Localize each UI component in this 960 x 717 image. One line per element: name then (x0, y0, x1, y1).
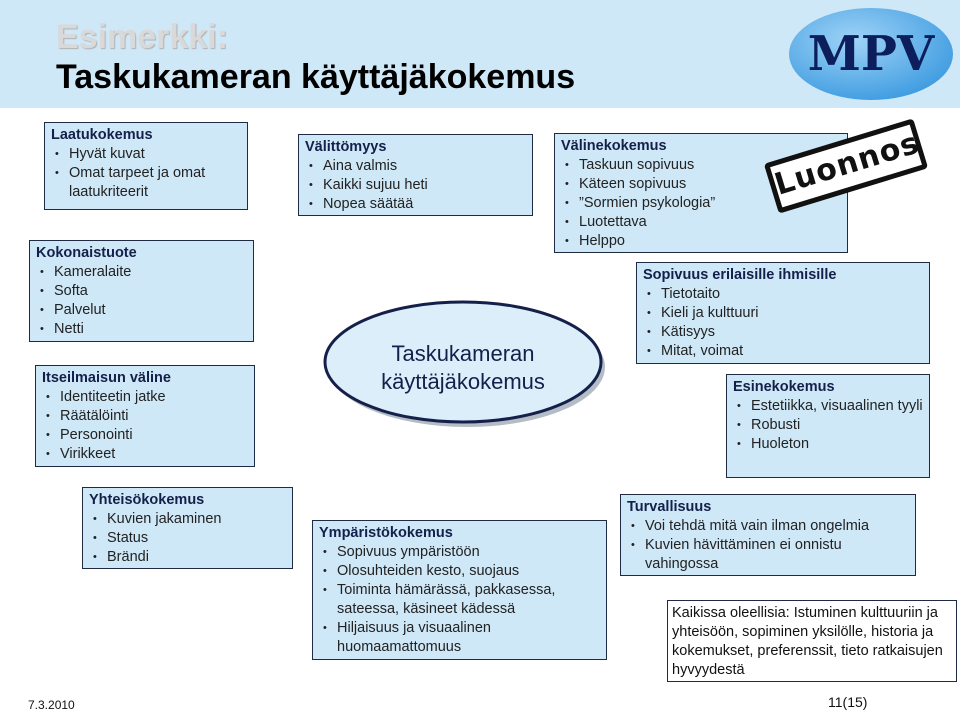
list-item: • Kameralaite (36, 263, 247, 282)
box-title: Yhteisökokemus (89, 492, 205, 508)
box-itseilmaisu (35, 365, 255, 467)
list-item: • Identiteetin jatke (42, 388, 248, 407)
list-item: • Brändi (89, 548, 286, 567)
note-box: Kaikissa oleellisia: Istuminen kulttuuriin ja yhteisöön, sopiminen yksilölle, historia ja kokemukset, preferenssit, tieto ratkaisujen hyvyydestä (667, 600, 957, 682)
list-item: • Personointi (42, 426, 248, 445)
list-item: • Robusti (733, 416, 923, 435)
list-item: • Hyvät kuvat (51, 145, 241, 164)
box-title: Välinekokemus (561, 138, 667, 154)
center-label-line1: Taskukameran (391, 341, 535, 366)
page-title: Taskukameran käyttäjäkokemus (56, 58, 576, 96)
box-laatukokemus (44, 122, 248, 210)
box-title: Sopivuus erilaisille ihmisille (643, 267, 837, 283)
list-item: • Tietotaito (643, 285, 923, 304)
box-title: Esinekokemus (733, 379, 835, 395)
list-item: • Voi tehdä mitä vain ilman ongelmia (627, 517, 909, 536)
box-title: Välittömyys (305, 139, 387, 155)
center-label-line2: käyttäjäkokemus (381, 369, 545, 394)
list-item: • Sopivuus ympäristöön (319, 543, 600, 562)
list-item: • Virikkeet (42, 445, 248, 464)
box-ymparisto (312, 520, 607, 660)
box-kokonaistuote (29, 240, 254, 342)
list-item: • Kuvien hävittäminen ei onnistu vahingossa (627, 536, 909, 574)
center-label (318, 340, 608, 396)
list-item: • Kätisyys (643, 323, 923, 342)
list-item: • Käteen sopivuus (561, 175, 841, 194)
mpv-logo (786, 4, 956, 104)
list-item: • Aina valmis (305, 157, 526, 176)
list-item: • Netti (36, 320, 247, 339)
list-item: • Olosuhteiden kesto, suojaus (319, 562, 600, 581)
box-sopivuus (636, 262, 930, 364)
list-item: • Kieli ja kulttuuri (643, 304, 923, 323)
list-item: • Hiljaisuus ja visuaalinen huomaamattomuus (319, 619, 600, 657)
list-item: • Taskuun sopivuus (561, 156, 841, 175)
box-title: Kokonaistuote (36, 245, 137, 261)
draft-stamp: Luonnos (764, 118, 928, 213)
box-valittomyys (298, 134, 533, 216)
title-prefix: Esimerkki: (56, 18, 228, 56)
list-item: • Luotettava (561, 213, 841, 232)
list-item: • Mitat, voimat (643, 342, 923, 361)
list-item: • Räätälöinti (42, 407, 248, 426)
box-yhteisokokemus (82, 487, 293, 569)
list-item: • Kuvien jakaminen (89, 510, 286, 529)
box-esinekokemus (726, 374, 930, 478)
list-item: • Palvelut (36, 301, 247, 320)
list-item: • Status (89, 529, 286, 548)
page-number: 11(15) (828, 694, 868, 710)
box-title: Itseilmaisun väline (42, 370, 171, 386)
list-item: • Toiminta hämärässä, pakkasessa, sateessa, käsineet kädessä (319, 581, 600, 619)
list-item: • Omat tarpeet ja omat laatukriteerit (51, 164, 241, 202)
list-item: • Helppo (561, 232, 841, 251)
list-item: • Huoleton (733, 435, 923, 454)
box-title: Laatukokemus (51, 127, 153, 143)
logo-text: MPV (807, 26, 935, 82)
footer-date: 7.3.2010 (28, 698, 75, 712)
box-title: Ympäristökokemus (319, 525, 453, 541)
list-item: • Nopea säätää (305, 195, 526, 214)
list-item: • Estetiikka, visuaalinen tyyli (733, 397, 923, 416)
box-turvallisuus (620, 494, 916, 576)
list-item: • Kaikki sujuu heti (305, 176, 526, 195)
box-title: Turvallisuus (627, 499, 712, 515)
list-item: • Softa (36, 282, 247, 301)
list-item: • ”Sormien psykologia” (561, 194, 841, 213)
